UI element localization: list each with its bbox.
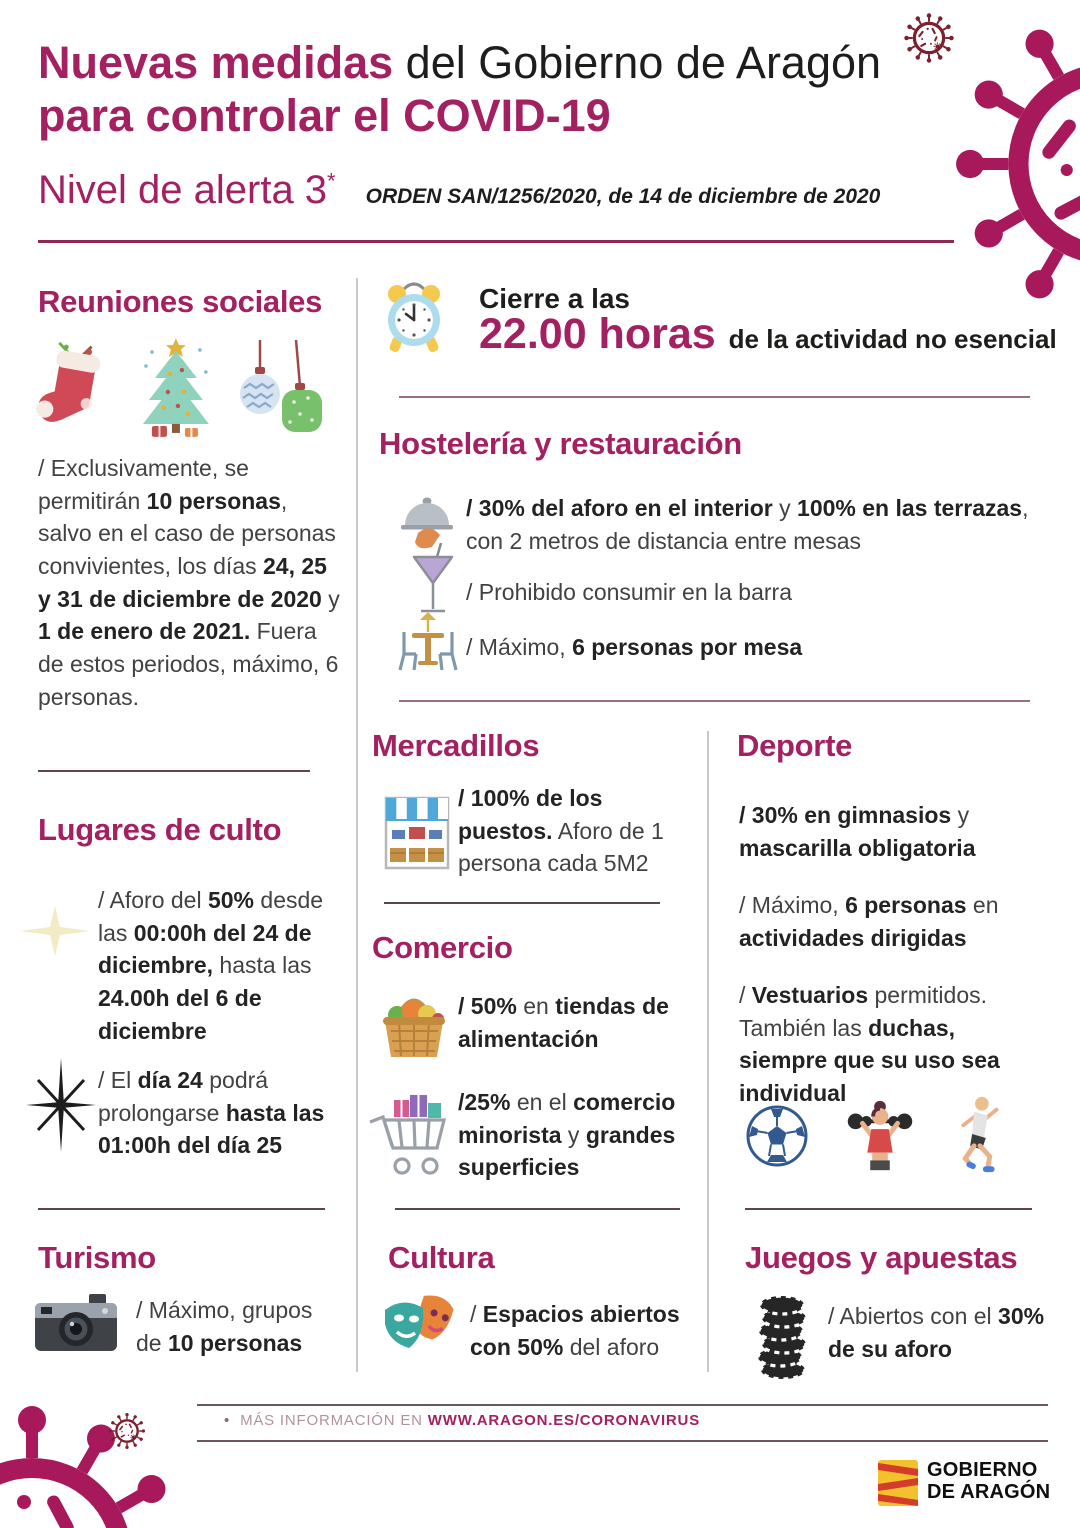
sparkle-star-icon: [24, 1058, 98, 1152]
reuniones-body: / Exclusivamente, se permitirán 10 personas, salvo en el caso de personas convivientes, los días 24, 25 y 31 de diciembre de 2020 y 1 de enero de 2021. Fuera de estos periodos, máximo, 6 personas.: [38, 455, 340, 710]
section-divider: [384, 902, 660, 904]
section-divider: [395, 1208, 680, 1210]
logo-text: GOBIERNO DE ARAGÓN: [927, 1459, 1051, 1503]
footer-bullet: •: [224, 1412, 231, 1429]
coronavirus-icon: [0, 1398, 192, 1528]
alert-level-row: [38, 168, 880, 213]
hosteleria-item-2: / Prohibido consumir en la barra: [466, 579, 792, 605]
section-title-comercio: Comercio: [372, 930, 513, 965]
alarm-clock-icon: [382, 279, 446, 353]
section-title-mercadillos: Mercadillos: [372, 728, 540, 763]
grocery-basket-icon: [377, 983, 451, 1063]
section-divider: [38, 770, 310, 772]
closure-time-line: [479, 310, 1057, 359]
shopping-cart-icon: [366, 1086, 456, 1182]
order-reference: ORDEN SAN/1256/2020, de 14 de diciembre de 2020: [365, 185, 881, 208]
lugares-item-1: / Aforo del 50% desde las 00:00h del 24 de diciembre, hasta las 24.00h del 6 de diciembre: [98, 887, 324, 1044]
closure-prefix: Cierre a las: [479, 283, 630, 314]
aragon-flag-icon: [878, 1460, 918, 1506]
comercio-item-1: / 50% en tiendas de alimentación: [458, 993, 669, 1052]
footer-url: WWW.ARAGON.ES/CORONAVIRUS: [427, 1412, 700, 1429]
deporte-item-2: / Máximo, 6 personas en actividades dirigidas: [739, 892, 999, 951]
coronavirus-icon: [108, 1412, 146, 1450]
section-title-cultura: Cultura: [388, 1240, 495, 1275]
camera-icon: [33, 1290, 119, 1356]
column-divider: [707, 731, 709, 1372]
column-divider: [356, 278, 358, 1372]
cocktail-icon: [410, 541, 456, 623]
christmas-icons-row: [34, 330, 324, 442]
footer-rule: [197, 1440, 1048, 1442]
section-title-lugares: Lugares de culto: [38, 812, 282, 847]
hosteleria-item-3: / Máximo, 6 personas por mesa: [466, 634, 803, 660]
turismo-body: / Máximo, grupos de 10 personas: [136, 1297, 313, 1356]
footer-info-label: MÁS INFORMACIÓN EN: [240, 1412, 423, 1429]
section-title-juegos: Juegos y apuestas: [745, 1240, 1018, 1275]
comercio-item-2: /25% en el comercio minorista y grandes superficies: [458, 1089, 676, 1181]
deporte-item-1: / 30% en gimnasios y mascarilla obligatoria: [739, 802, 976, 861]
lugares-item-2: / El día 24 podrá prolongarse hasta las 01:00h del día 25: [98, 1067, 325, 1159]
market-stall-icon: [382, 792, 452, 874]
alert-level: Nivel de alerta 3*: [38, 168, 336, 212]
section-divider: [399, 396, 1030, 398]
section-title-hosteleria: Hostelería y restauración: [379, 426, 742, 461]
faded-star-icon: [18, 900, 92, 962]
section-divider: [38, 1208, 325, 1210]
poker-chips-icon: [752, 1288, 814, 1382]
gobierno-aragon-logo: [878, 1460, 1050, 1506]
header-rule: [38, 240, 954, 243]
runner-icon: [951, 1094, 1003, 1178]
weightlifter-icon: [845, 1094, 915, 1178]
christmas-tree-icon: [130, 334, 222, 442]
closure-time: 22.00 horas: [479, 310, 716, 358]
christmas-stocking-icon: [34, 340, 114, 442]
cultura-body: / Espacios abiertos con 50% del aforo: [470, 1301, 680, 1360]
terrace-table-icon: [391, 612, 465, 676]
page-title: Nuevas medidas del Gobierno de Aragón para controlar el COVID-19: [38, 37, 882, 142]
footer-rule: [197, 1404, 1048, 1406]
theater-masks-icon: [381, 1288, 465, 1366]
soccer-ball-icon: [745, 1104, 809, 1168]
mercadillos-body: / 100% de los puestos. Aforo de 1 persona cada 5M2: [458, 785, 664, 877]
ornaments-icon: [238, 338, 324, 442]
closure-suffix: de la actividad no esencial: [728, 324, 1057, 354]
section-title-reuniones: Reuniones sociales: [38, 284, 323, 319]
footer-info: [224, 1412, 700, 1429]
hosteleria-item-1: / 30% del aforo en el interior y 100% en las terrazas, con 2 metros de distancia entre mesas: [466, 495, 1029, 554]
section-title-turismo: Turismo: [38, 1240, 156, 1275]
sports-icons-row: [745, 1094, 1045, 1178]
section-divider: [399, 700, 1030, 702]
serving-cloche-icon: [396, 489, 458, 549]
section-title-deporte: Deporte: [737, 728, 853, 763]
section-divider: [745, 1208, 1032, 1210]
coronavirus-icon: [948, 3, 1080, 325]
deporte-item-3: / Vestuarios permitidos. También las duchas, siempre que su uso sea individual: [739, 982, 1000, 1106]
juegos-body: / Abiertos con el 30% de su aforo: [828, 1303, 1045, 1362]
